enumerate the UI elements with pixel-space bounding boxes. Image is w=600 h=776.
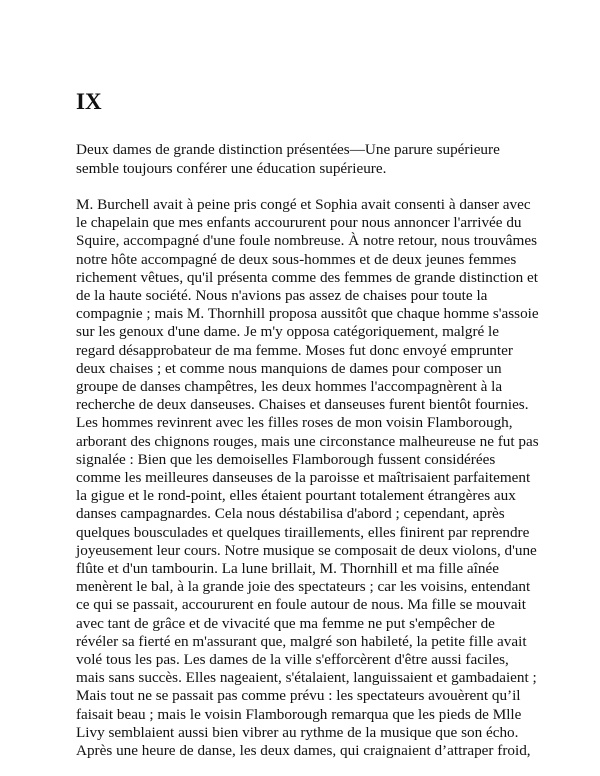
body-line: M. Burchell avait à peine pris congé et Sophia avait consenti à danser avec	[76, 196, 531, 213]
body-line: deux chaises ; et comme nous manquions de dames pour composer un	[76, 359, 502, 377]
body-line: arborant des chignons rouges, mais une circonstance malheureuse ne fut pas	[76, 432, 539, 450]
body-line: danses campagnardes. Cela nous déstabilisa d'abord ; cependant, après	[76, 505, 505, 523]
body-line: joyeusement leur cours. Notre musique se composait de deux violons, d'une	[76, 541, 537, 559]
body-line: sur les genoux d'une dame. Je m'y opposa catégoriquement, malgré le	[76, 323, 500, 341]
body-line: de la haute société. Nous n'avions pas assez de chaises pour toute la	[76, 287, 488, 305]
body-line: volé tous les pas. Les dames de la ville s'efforcèrent d'être aussi faciles,	[76, 651, 509, 669]
body-line: compagnie ; mais M. Thornhill proposa aussitôt que chaque homme s'assoie	[76, 305, 539, 323]
summary-line: Deux dames de grande distinction présentées—Une parure supérieure	[76, 141, 500, 158]
body-line: révéler sa fierté en m'assurant que, malgré son habileté, la petite fille avait	[76, 632, 527, 650]
body-paragraph	[76, 196, 560, 760]
body-line: notre hôte accompagné de deux sous-hommes et de deux jeunes femmes	[76, 250, 517, 268]
body-line: Squire, accompagné d'une foule nombreuse. À notre retour, nous trouvâmes	[76, 232, 537, 250]
body-line: ce qui se passait, accoururent en foule autour de nous. Ma fille se mouvait	[76, 596, 526, 614]
body-line: Les hommes revinrent avec les filles roses de mon voisin Flamborough,	[76, 414, 513, 432]
body-line: la gigue et le rond-point, elles étaient pourtant totalement étrangères aux	[76, 487, 516, 505]
body-line: Livy semblaient aussi bien vibrer au rythme de la musique que son écho.	[76, 723, 519, 741]
body-line: Après une heure de danse, les deux dames, qui craignaient d’attraper froid,	[76, 742, 531, 760]
body-line: avec tant de grâce et de vivacité que ma femme ne put s'empêcher de	[76, 614, 495, 632]
body-line: signalée : Bien que les demoiselles Flamborough fussent considérées	[76, 450, 496, 468]
body-line: richement vêtues, qu'il présenta comme des femmes de grande distinction et	[76, 268, 539, 286]
body-line: menèrent le bal, à la grande joie des spectateurs ; car les voisins, entendant	[76, 578, 531, 596]
body-line: faisait beau ; mais le voisin Flamborough remarqua que les pieds de Mlle	[76, 705, 522, 723]
body-line: quelques bousculades et quelques tiraillements, elles finirent par reprendre	[76, 523, 530, 541]
body-line: comme les meilleures danseuses de la paroisse et maîtrisaient parfaitement	[76, 469, 531, 487]
body-line: groupe de danses champêtres, les deux hommes l'accompagnèrent à la	[76, 378, 503, 396]
chapter-number: IX	[76, 89, 102, 114]
body-line: regard désapprobateur de ma femme. Moses fut donc envoyé emprunter	[76, 341, 513, 359]
chapter-summary	[76, 141, 560, 178]
body-line: recherche de deux danseuses. Chaises et danseuses furent bientôt fournies.	[76, 396, 529, 414]
body-line: mais sans succès. Elles nageaient, s'étalaient, languissaient et gambadaient ;	[76, 669, 537, 687]
body-line: Mais tout ne se passait pas comme prévu : les spectateurs avouèrent qu’il	[76, 687, 521, 705]
body-line: flûte et d'un tambourin. La lune brillait, M. Thornhill et ma fille aînée	[76, 560, 499, 578]
summary-line: semble toujours conférer une éducation supérieure.	[76, 159, 387, 177]
body-line: le chapelain que mes enfants accoururent pour nous annoncer l'arrivée du	[76, 214, 522, 232]
